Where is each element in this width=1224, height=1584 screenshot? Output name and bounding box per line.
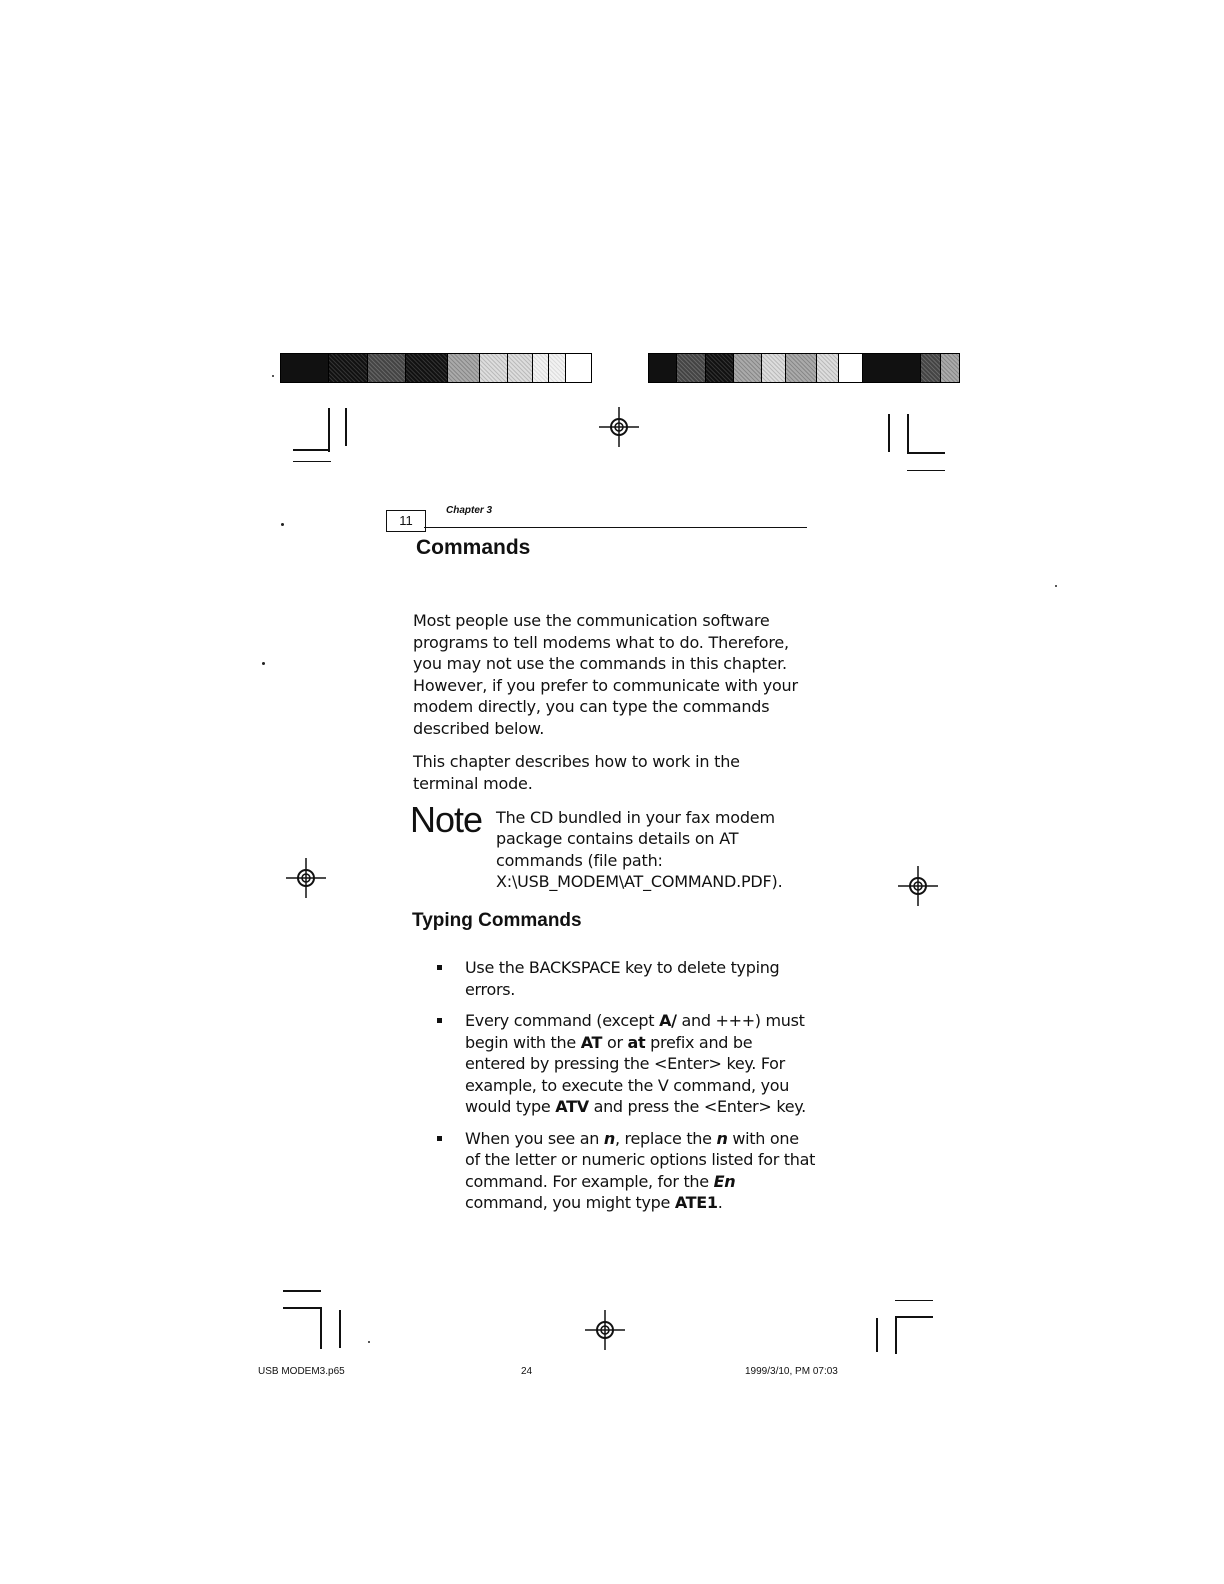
note-text: The CD bundled in your fax modem package contains details on AT commands (file path: X:\USB_MODEM\AT_COMMAND.PDF). — [496, 808, 783, 891]
list-item: When you see an n, replace the n with one of the letter or numeric options listed for that command. For example, for the En command, you might type ATE1. — [436, 1128, 816, 1214]
note-label: Note — [410, 799, 483, 840]
chapter-rule — [424, 527, 807, 528]
color-bar-left — [280, 353, 592, 383]
registration-mark-icon — [286, 858, 326, 898]
footer-filename: USB MODEM3.p65 — [258, 1366, 345, 1377]
page-title: Commands — [416, 536, 531, 559]
bullet-icon — [437, 965, 442, 970]
scan-speck — [1055, 585, 1057, 587]
bullet-icon — [437, 1136, 442, 1141]
registration-mark-icon — [898, 866, 938, 906]
footer-timestamp: 1999/3/10, PM 07:03 — [745, 1366, 838, 1377]
bullet-list — [436, 957, 816, 1224]
list-item: Every command (except A/ and +++) must begin with the AT or at prefix and be entered by pressing the <Enter> key. For example, to execute the V command, you would type ATV and press the <Enter> key. — [436, 1010, 816, 1118]
footer-page: 24 — [521, 1366, 533, 1377]
scan-speck — [281, 523, 284, 526]
scan-speck — [368, 1341, 370, 1343]
registration-mark-icon — [585, 1310, 625, 1350]
bullet-icon — [437, 1018, 442, 1023]
intro-paragraph: Most people use the communication software programs to tell modems what to do. Therefore, you may not use the commands in this chapter. However, if you prefer to communicate with your modem directly, you can type the commands described below. — [413, 611, 798, 738]
intro-paragraph: This chapter describes how to work in the terminal mode. — [413, 752, 740, 793]
scan-speck — [272, 375, 274, 377]
color-bar-right — [648, 353, 960, 383]
section-heading: Typing Commands — [412, 910, 582, 931]
page-number-box: 11 — [386, 510, 426, 532]
chapter-label: Chapter 3 — [446, 505, 493, 516]
scan-speck — [262, 662, 265, 665]
list-item: Use the BACKSPACE key to delete typing errors. — [436, 957, 816, 1000]
registration-mark-icon — [599, 407, 639, 447]
